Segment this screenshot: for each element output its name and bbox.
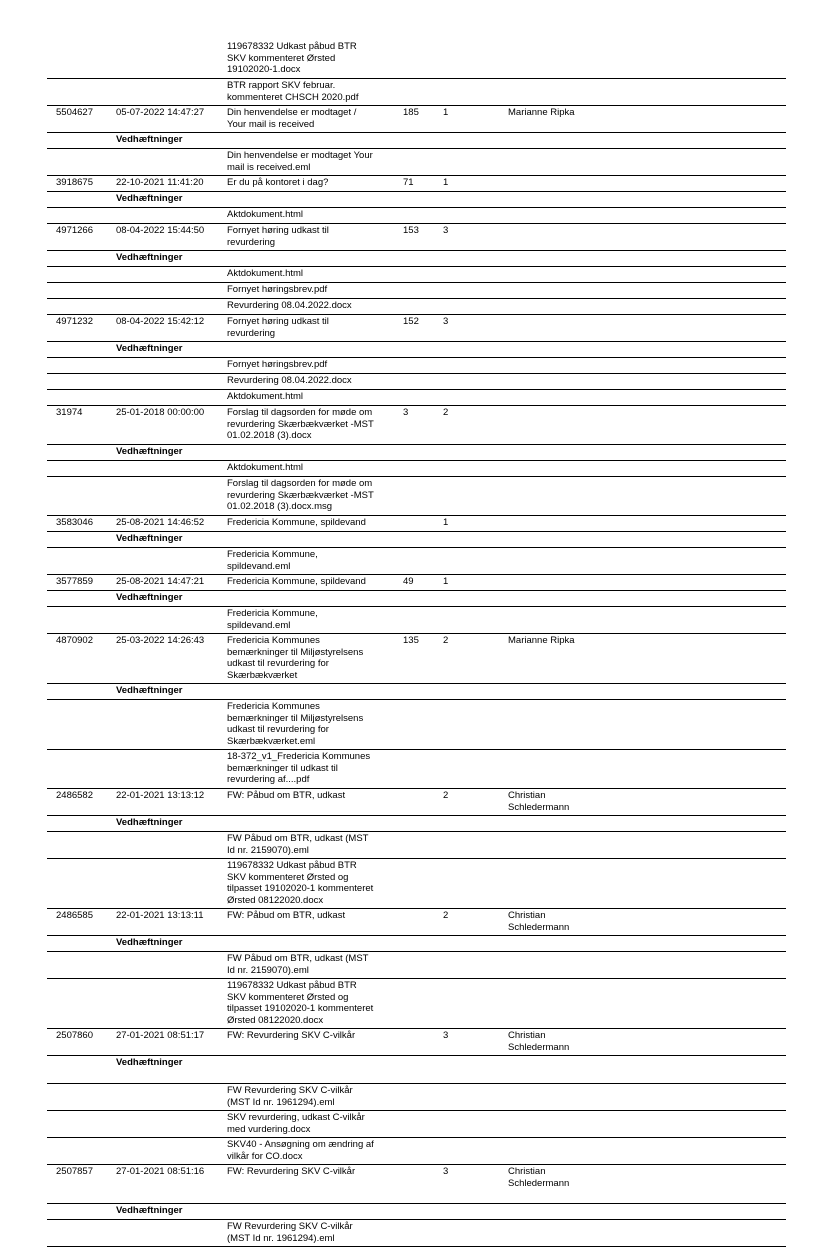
attachment-filename: Fornyet høringsbrev.pdf xyxy=(227,359,328,370)
attachment-row xyxy=(47,952,786,979)
record-id: 4971266 xyxy=(56,225,93,236)
attachment-filename: 119678332 Udkast påbud BTR SKV kommenteret Ørsted og tilpasset 19102020-1 kommenteret Ørsted 08122020.docx xyxy=(227,980,374,1026)
record-date: 22-01-2021 13:13:12 xyxy=(116,790,205,801)
attachments-header-row xyxy=(47,1056,786,1084)
attachment-filename: Fredericia Kommunes bemærkninger til Miljøstyrelsens udkast til revurdering for Skærbækværket.eml xyxy=(227,701,364,747)
record-person: Christian Schledermann xyxy=(508,910,570,933)
attachment-filename: SKV revurdering, udkast C-vilkår med vurdering.docx xyxy=(227,1112,365,1135)
record-date: 25-08-2021 14:46:52 xyxy=(116,517,205,528)
attachment-row xyxy=(47,461,786,477)
record-date: 22-10-2021 11:41:20 xyxy=(116,177,204,188)
attachments-header: Vedhæftninger xyxy=(116,592,183,603)
attachment-row xyxy=(47,548,786,575)
attachment-row xyxy=(47,832,786,859)
attachments-header-row xyxy=(47,532,786,548)
record-attachment-count: 3 xyxy=(443,225,449,236)
record-date: 25-03-2022 14:26:43 xyxy=(116,635,205,646)
record-id: 4870902 xyxy=(56,635,93,646)
attachment-filename: SKV40 - Ansøgning om ændring af vilkår for CO.docx xyxy=(227,1139,374,1162)
record-attachment-count: 3 xyxy=(443,1166,449,1177)
attachment-row xyxy=(47,283,786,299)
attachment-filename: Fredericia Kommune, spildevand.eml xyxy=(227,608,318,631)
attachment-row xyxy=(47,1111,786,1138)
record-attachment-count: 2 xyxy=(443,407,449,418)
record-subject: FW: Påbud om BTR, udkast xyxy=(227,910,346,921)
attachments-header-row xyxy=(47,342,786,358)
attachment-row xyxy=(47,390,786,406)
record-row xyxy=(47,575,786,591)
attachment-row xyxy=(47,979,786,1029)
record-count: 135 xyxy=(403,635,419,646)
record-id: 2507860 xyxy=(56,1030,93,1041)
record-id: 3583046 xyxy=(56,517,93,528)
attachment-row xyxy=(47,208,786,224)
record-person: Christian Schledermann xyxy=(508,1166,570,1189)
attachment-row xyxy=(47,1138,786,1165)
attachment-row xyxy=(47,607,786,634)
record-subject: FW: Påbud om BTR, udkast xyxy=(227,790,346,801)
record-row xyxy=(47,789,786,816)
attachment-filename: FW Revurdering SKV C-vilkår (MST Id nr. 1961294).eml xyxy=(227,1085,353,1108)
attachment-filename: 18-372_v1_Fredericia Kommunes bemærkninger til udkast til revurdering af....pdf xyxy=(227,751,371,786)
attachment-row xyxy=(47,149,786,176)
attachments-header: Vedhæftninger xyxy=(116,134,183,145)
record-subject: Fredericia Kommune, spildevand xyxy=(227,517,366,528)
record-date: 27-01-2021 08:51:17 xyxy=(116,1030,205,1041)
record-row xyxy=(47,224,786,251)
record-attachment-count: 1 xyxy=(443,517,449,528)
attachments-header: Vedhæftninger xyxy=(116,193,183,204)
record-date: 22-01-2021 13:13:11 xyxy=(116,910,204,921)
attachment-filename: 119678332 Udkast påbud BTR SKV kommenteret Ørsted og tilpasset 19102020-1 kommenteret Ørsted 08122020.docx xyxy=(227,860,374,906)
attachment-filename: Fornyet høringsbrev.pdf xyxy=(227,284,328,295)
attachment-filename: 119678332 Udkast påbud BTR SKV kommenteret Ørsted 19102020-1.docx xyxy=(227,41,357,76)
attachments-header: Vedhæftninger xyxy=(116,533,183,544)
record-attachment-count: 1 xyxy=(443,576,449,587)
attachment-filename: Revurdering 08.04.2022.docx xyxy=(227,300,352,311)
attachments-header-row xyxy=(47,684,786,700)
record-date: 08-04-2022 15:42:12 xyxy=(116,316,205,327)
attachments-header-row xyxy=(47,936,786,952)
attachment-row xyxy=(47,1084,786,1111)
record-row xyxy=(47,1029,786,1056)
record-row xyxy=(47,909,786,936)
attachment-row xyxy=(47,40,786,79)
attachment-filename: Aktdokument.html xyxy=(227,462,304,473)
record-date: 05-07-2022 14:47:27 xyxy=(116,107,205,118)
record-id: 31974 xyxy=(56,407,83,418)
record-row xyxy=(47,634,786,684)
attachments-header-row xyxy=(47,192,786,208)
record-count: 71 xyxy=(403,177,414,188)
record-attachment-count: 1 xyxy=(443,177,449,188)
record-id: 3577859 xyxy=(56,576,93,587)
record-date: 27-01-2021 08:51:16 xyxy=(116,1166,205,1177)
attachment-filename: Revurdering 08.04.2022.docx xyxy=(227,375,352,386)
attachments-header-row xyxy=(47,816,786,832)
attachment-row xyxy=(47,299,786,315)
attachment-filename: FW Påbud om BTR, udkast (MST Id nr. 2159070).eml xyxy=(227,833,369,856)
attachments-header: Vedhæftninger xyxy=(116,1057,183,1068)
attachment-filename: Aktdokument.html xyxy=(227,268,304,279)
record-person: Marianne Ripka xyxy=(508,107,575,118)
attachments-header: Vedhæftninger xyxy=(116,685,183,696)
record-attachment-count: 3 xyxy=(443,1030,449,1041)
attachments-header-row xyxy=(47,251,786,267)
attachments-header: Vedhæftninger xyxy=(116,343,183,354)
record-row xyxy=(47,516,786,532)
record-id: 2486585 xyxy=(56,910,93,921)
attachment-row xyxy=(47,1220,786,1247)
attachment-filename: Din henvendelse er modtaget Your mail is received.eml xyxy=(227,150,373,173)
attachments-header: Vedhæftninger xyxy=(116,1205,183,1216)
record-subject: Fredericia Kommunes bemærkninger til Miljøstyrelsens udkast til revurdering for Skærbækværket xyxy=(227,635,364,681)
attachment-row xyxy=(47,358,786,374)
attachment-filename: FW Revurdering SKV C-vilkår (MST Id nr. 1961294).eml xyxy=(227,1221,353,1244)
attachment-row xyxy=(47,859,786,909)
record-person: Christian Schledermann xyxy=(508,790,570,813)
record-subject: Fornyet høring udkast til revurdering xyxy=(227,316,329,339)
attachment-filename: Forslag til dagsorden for møde om revurdering Skærbækværket -MST 01.02.2018 (3).docx.msg xyxy=(227,478,374,513)
attachment-row xyxy=(47,700,786,750)
record-count: 153 xyxy=(403,225,419,236)
record-date: 08-04-2022 15:44:50 xyxy=(116,225,205,236)
record-id: 2507857 xyxy=(56,1166,93,1177)
record-row xyxy=(47,106,786,133)
attachment-filename: Fredericia Kommune, spildevand.eml xyxy=(227,549,318,572)
record-date: 25-01-2018 00:00:00 xyxy=(116,407,205,418)
record-subject: FW: Revurdering SKV C-vilkår xyxy=(227,1166,356,1177)
record-id: 5504627 xyxy=(56,107,93,118)
record-person: Christian Schledermann xyxy=(508,1030,570,1053)
attachment-row xyxy=(47,477,786,516)
record-count: 152 xyxy=(403,316,419,327)
attachments-header-row xyxy=(47,1204,786,1220)
record-attachment-count: 2 xyxy=(443,635,449,646)
record-subject: Er du på kontoret i dag? xyxy=(227,177,329,188)
attachments-header: Vedhæftninger xyxy=(116,817,183,828)
record-subject: Forslag til dagsorden for møde om revurdering Skærbækværket -MST 01.02.2018 (3).docx xyxy=(227,407,374,442)
record-subject: FW: Revurdering SKV C-vilkår xyxy=(227,1030,356,1041)
record-date: 25-08-2021 14:47:21 xyxy=(116,576,205,587)
record-attachment-count: 1 xyxy=(443,107,449,118)
attachment-filename: FW Påbud om BTR, udkast (MST Id nr. 2159070).eml xyxy=(227,953,369,976)
record-row xyxy=(47,315,786,342)
record-person: Marianne Ripka xyxy=(508,635,575,646)
attachment-row xyxy=(47,79,786,106)
record-attachment-count: 2 xyxy=(443,790,449,801)
record-count: 49 xyxy=(403,576,414,587)
record-subject: Din henvendelse er modtaget / Your mail is received xyxy=(227,107,357,130)
record-subject: Fornyet høring udkast til revurdering xyxy=(227,225,329,248)
attachments-header-row xyxy=(47,445,786,461)
attachments-header: Vedhæftninger xyxy=(116,446,183,457)
record-id: 3918675 xyxy=(56,177,93,188)
attachment-filename: Aktdokument.html xyxy=(227,209,304,220)
attachment-row xyxy=(47,267,786,283)
record-attachment-count: 2 xyxy=(443,910,449,921)
record-id: 2486582 xyxy=(56,790,93,801)
record-count: 3 xyxy=(403,407,409,418)
attachment-row xyxy=(47,750,786,789)
record-id: 4971232 xyxy=(56,316,93,327)
attachments-header-row xyxy=(47,591,786,607)
record-row xyxy=(47,406,786,445)
attachments-header: Vedhæftninger xyxy=(116,937,183,948)
record-attachment-count: 3 xyxy=(443,316,449,327)
record-subject: Fredericia Kommune, spildevand xyxy=(227,576,366,587)
record-row xyxy=(47,176,786,192)
attachment-row xyxy=(47,374,786,390)
attachment-filename: BTR rapport SKV februar. kommenteret CHSCH 2020.pdf xyxy=(227,80,359,103)
attachments-header: Vedhæftninger xyxy=(116,252,183,263)
attachment-filename: Aktdokument.html xyxy=(227,391,304,402)
attachments-header-row xyxy=(47,133,786,149)
record-count: 185 xyxy=(403,107,419,118)
record-row xyxy=(47,1165,786,1204)
